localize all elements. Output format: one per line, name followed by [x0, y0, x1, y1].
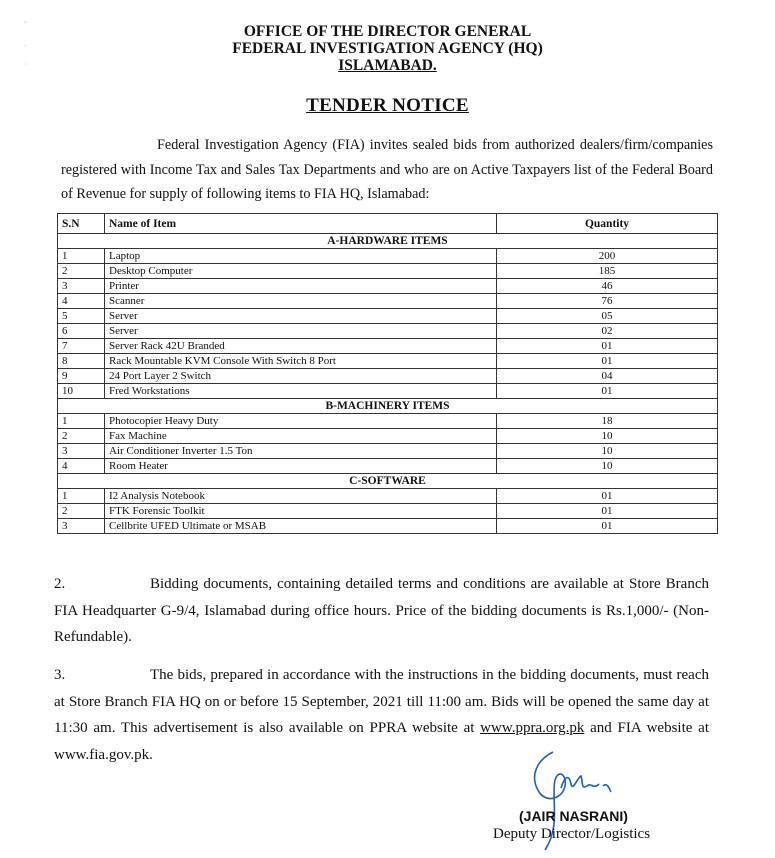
cell-sn: 4 — [58, 459, 105, 474]
cell-name: Rack Mountable KVM Console With Switch 8 Port — [105, 354, 497, 369]
header-agency: FEDERAL INVESTIGATION AGENCY (HQ) — [232, 40, 543, 57]
cell-sn: 10 — [58, 384, 105, 399]
signatory-name: (JAIR NASRANI) — [519, 808, 628, 824]
cell-qty: 01 — [497, 339, 718, 354]
table-row — [58, 264, 718, 279]
cell-sn: 2 — [58, 264, 105, 279]
section-row — [58, 399, 718, 414]
cell-qty: 10 — [497, 429, 718, 444]
cell-name: I2 Analysis Notebook — [105, 489, 497, 504]
table-row — [58, 384, 718, 399]
table-row — [58, 414, 718, 429]
paragraph-3-text: The bids, prepared in accordance with the instructions in the bidding documents, must reach at Store Branch FIA HQ on or before 15 September, 2021 till 11:00 am. Bids will be opened the same day at 11:30 am. This advertisement is also available on PPRA website at — [54, 667, 709, 736]
table-row — [58, 324, 718, 339]
header-sn: S.N — [58, 214, 105, 234]
cell-name: Fax Machine — [105, 429, 497, 444]
items-table — [57, 213, 718, 534]
cell-name: Laptop — [105, 249, 497, 264]
cell-name: Room Heater — [105, 459, 497, 474]
paragraph-3-number: 3. — [54, 667, 66, 683]
cell-name: Desktop Computer — [105, 264, 497, 279]
cell-qty: 01 — [497, 504, 718, 519]
cell-qty: 200 — [497, 249, 718, 264]
cell-sn: 1 — [58, 249, 105, 264]
cell-sn: 4 — [58, 294, 105, 309]
ppra-link[interactable]: www.ppra.org.pk — [480, 720, 585, 736]
cell-sn: 3 — [58, 279, 105, 294]
section-title: C-SOFTWARE — [58, 474, 718, 489]
cell-sn: 2 — [58, 429, 105, 444]
fold-mark: · — [24, 42, 27, 51]
table-row — [58, 444, 718, 459]
header-city: ISLAMABAD. — [338, 57, 437, 74]
fold-mark: ▫ — [24, 18, 27, 27]
section-title: A-HARDWARE ITEMS — [58, 234, 718, 249]
section-title: B-MACHINERY ITEMS — [58, 399, 718, 414]
section-row — [58, 234, 718, 249]
cell-name: Cellbrite UFED Ultimate or MSAB — [105, 519, 497, 534]
cell-name: Printer — [105, 279, 497, 294]
cell-sn: 1 — [58, 489, 105, 504]
table-body — [58, 234, 718, 534]
table-row — [58, 459, 718, 474]
cell-sn: 7 — [58, 339, 105, 354]
cell-name: Server — [105, 309, 497, 324]
cell-sn: 6 — [58, 324, 105, 339]
cell-qty: 02 — [497, 324, 718, 339]
table-row — [58, 354, 718, 369]
signatory-title: Deputy Director/Logistics — [493, 826, 651, 842]
header-name: Name of Item — [105, 214, 497, 234]
cell-name: 24 Port Layer 2 Switch — [105, 369, 497, 384]
cell-sn: 1 — [58, 414, 105, 429]
cell-qty: 01 — [497, 519, 718, 534]
cell-qty: 01 — [497, 354, 718, 369]
paragraph-2-number: 2. — [54, 576, 66, 592]
cell-qty: 05 — [497, 309, 718, 324]
cell-qty: 10 — [497, 459, 718, 474]
cell-qty: 01 — [497, 384, 718, 399]
table-row — [58, 294, 718, 309]
cell-sn: 5 — [58, 309, 105, 324]
table-row — [58, 369, 718, 384]
section-row — [58, 474, 718, 489]
header-city-wrap — [0, 56, 775, 75]
cell-qty: 76 — [497, 294, 718, 309]
table-row — [58, 504, 718, 519]
cell-sn: 3 — [58, 444, 105, 459]
fold-mark: · — [24, 60, 27, 69]
cell-qty: 10 — [497, 444, 718, 459]
table-row — [58, 279, 718, 294]
paragraph-3-text-end: and FIA website at www.fia.gov.pk. — [54, 720, 709, 763]
table-row — [58, 339, 718, 354]
cell-qty: 185 — [497, 264, 718, 279]
table-row — [58, 429, 718, 444]
cell-sn: 8 — [58, 354, 105, 369]
header-qty: Quantity — [497, 214, 718, 234]
cell-name: Air Conditioner Inverter 1.5 Ton — [105, 444, 497, 459]
paragraph-2-text: Bidding documents, containing detailed terms and conditions are available at Store Branch FIA Headquarter G-9/4, Islamabad during office hours. Price of the bidding documents is Rs.1,000/- (Non-Refundable). — [54, 576, 709, 645]
page-title: TENDER NOTICE — [306, 95, 469, 116]
cell-sn: 9 — [58, 369, 105, 384]
table-row — [58, 519, 718, 534]
header-office: OFFICE OF THE DIRECTOR GENERAL — [243, 23, 532, 40]
cell-name: Server Rack 42U Branded — [105, 339, 497, 354]
table-header-row — [58, 214, 718, 234]
table-row — [58, 489, 718, 504]
cell-sn: 3 — [58, 519, 105, 534]
cell-qty: 18 — [497, 414, 718, 429]
table-row — [58, 309, 718, 324]
cell-name: Scanner — [105, 294, 497, 309]
cell-sn: 2 — [58, 504, 105, 519]
cell-qty: 04 — [497, 369, 718, 384]
paragraph-2 — [54, 571, 709, 651]
cell-name: Server — [105, 324, 497, 339]
cell-name: FTK Forensic Toolkit — [105, 504, 497, 519]
cell-name: Photocopier Heavy Duty — [105, 414, 497, 429]
cell-qty: 01 — [497, 489, 718, 504]
table-row — [58, 249, 718, 264]
cell-name: Fred Workstations — [105, 384, 497, 399]
cell-qty: 46 — [497, 279, 718, 294]
intro-paragraph: Federal Investigation Agency (FIA) invites sealed bids from authorized dealers/firm/companies registered with Income Tax and Sales Tax Departments and who are on Active Taxpayers list of the Federal Board of Revenue for supply of following items to FIA HQ, Islamabad: — [61, 137, 713, 202]
